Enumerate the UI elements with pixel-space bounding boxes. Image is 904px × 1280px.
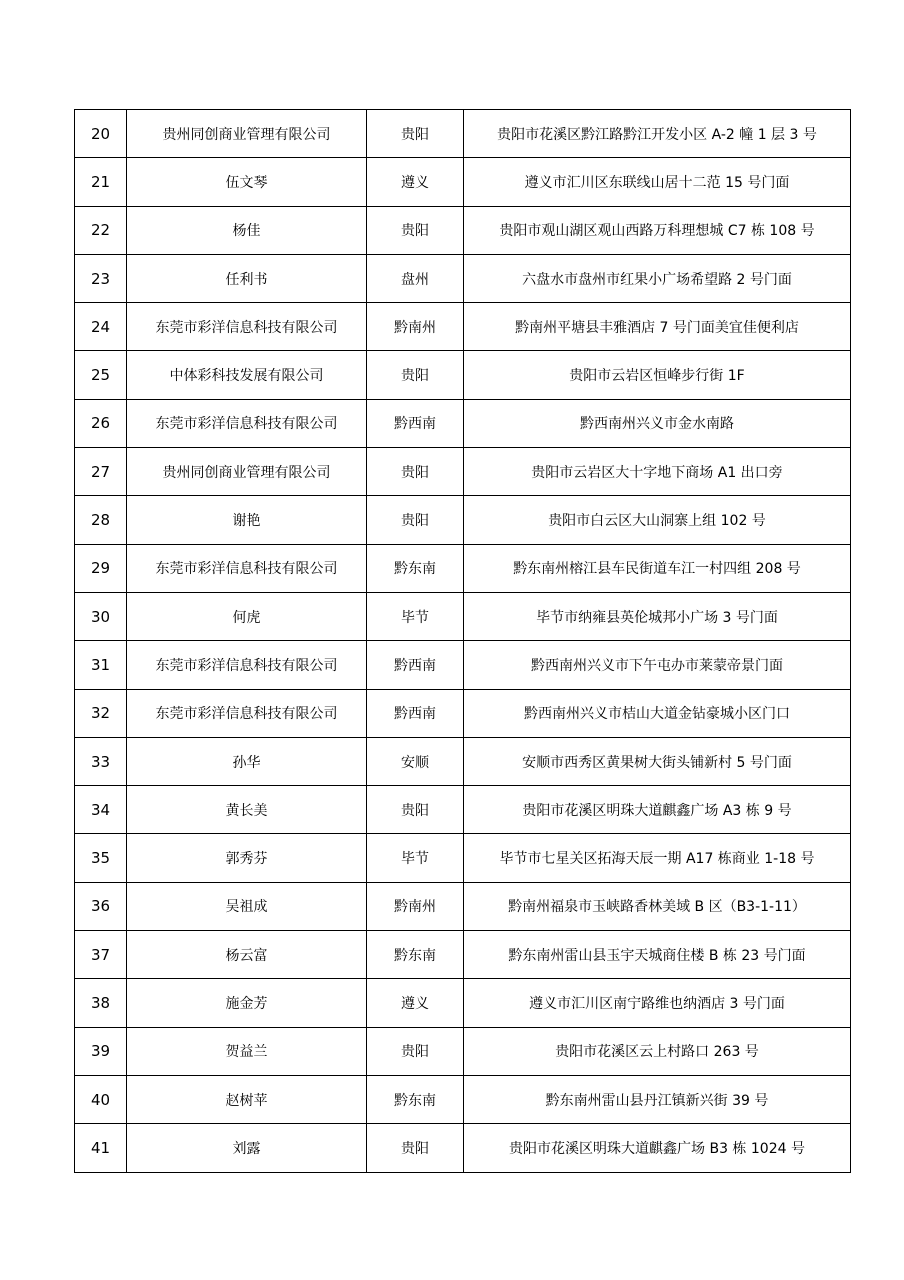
- address-cell: 黔西南州兴义市下午屯办市莱蒙帝景门面: [464, 641, 851, 689]
- owner-name-cell: 郭秀芬: [127, 834, 367, 882]
- owner-name-cell: 东莞市彩洋信息科技有限公司: [127, 689, 367, 737]
- row-number-cell: 41: [75, 1124, 127, 1172]
- address-cell: 贵阳市云岩区大十字地下商场 A1 出口旁: [464, 448, 851, 496]
- address-cell: 贵阳市花溪区明珠大道麒鑫广场 B3 栋 1024 号: [464, 1124, 851, 1172]
- owner-name-cell: 黄长美: [127, 786, 367, 834]
- region-cell: 黔西南: [367, 641, 464, 689]
- address-cell: 黔东南州榕江县车民街道车江一村四组 208 号: [464, 544, 851, 592]
- table-row: [75, 496, 851, 544]
- owner-name-cell: 贵州同创商业管理有限公司: [127, 448, 367, 496]
- row-number-cell: 34: [75, 786, 127, 834]
- address-cell: 六盘水市盘州市红果小广场希望路 2 号门面: [464, 254, 851, 302]
- row-number-cell: 36: [75, 882, 127, 930]
- table-row: [75, 254, 851, 302]
- owner-name-cell: 刘露: [127, 1124, 367, 1172]
- table-row: [75, 786, 851, 834]
- owner-name-cell: 何虎: [127, 592, 367, 640]
- row-number-cell: 30: [75, 592, 127, 640]
- outlet-table: [74, 109, 851, 1173]
- row-number-cell: 24: [75, 303, 127, 351]
- region-cell: 毕节: [367, 834, 464, 882]
- region-cell: 黔西南: [367, 399, 464, 447]
- address-cell: 贵阳市花溪区云上村路口 263 号: [464, 1027, 851, 1075]
- table-row: [75, 448, 851, 496]
- region-cell: 贵阳: [367, 786, 464, 834]
- table-row: [75, 158, 851, 206]
- table-row: [75, 351, 851, 399]
- table-row: [75, 399, 851, 447]
- table-row: [75, 1124, 851, 1172]
- owner-name-cell: 杨佳: [127, 206, 367, 254]
- table-row: [75, 303, 851, 351]
- address-cell: 安顺市西秀区黄果树大街头铺新村 5 号门面: [464, 737, 851, 785]
- row-number-cell: 38: [75, 979, 127, 1027]
- region-cell: 黔南州: [367, 882, 464, 930]
- region-cell: 遵义: [367, 158, 464, 206]
- table-row: [75, 737, 851, 785]
- address-cell: 贵阳市白云区大山洞寨上组 102 号: [464, 496, 851, 544]
- owner-name-cell: 谢艳: [127, 496, 367, 544]
- address-cell: 贵阳市花溪区明珠大道麒鑫广场 A3 栋 9 号: [464, 786, 851, 834]
- row-number-cell: 37: [75, 931, 127, 979]
- region-cell: 贵阳: [367, 1124, 464, 1172]
- address-cell: 贵阳市观山湖区观山西路万科理想城 C7 栋 108 号: [464, 206, 851, 254]
- row-number-cell: 27: [75, 448, 127, 496]
- row-number-cell: 25: [75, 351, 127, 399]
- region-cell: 黔东南: [367, 1075, 464, 1123]
- row-number-cell: 26: [75, 399, 127, 447]
- address-cell: 黔西南州兴义市金水南路: [464, 399, 851, 447]
- owner-name-cell: 贺益兰: [127, 1027, 367, 1075]
- table-row: [75, 834, 851, 882]
- region-cell: 遵义: [367, 979, 464, 1027]
- owner-name-cell: 孙华: [127, 737, 367, 785]
- table-row: [75, 206, 851, 254]
- region-cell: 安顺: [367, 737, 464, 785]
- table-row: [75, 979, 851, 1027]
- region-cell: 贵阳: [367, 351, 464, 399]
- address-cell: 遵义市汇川区南宁路维也纳酒店 3 号门面: [464, 979, 851, 1027]
- row-number-cell: 29: [75, 544, 127, 592]
- row-number-cell: 20: [75, 110, 127, 158]
- owner-name-cell: 中体彩科技发展有限公司: [127, 351, 367, 399]
- address-cell: 遵义市汇川区东联线山居十二范 15 号门面: [464, 158, 851, 206]
- address-cell: 毕节市七星关区拓海天辰一期 A17 栋商业 1-18 号: [464, 834, 851, 882]
- row-number-cell: 22: [75, 206, 127, 254]
- address-cell: 黔西南州兴义市桔山大道金钻豪城小区门口: [464, 689, 851, 737]
- address-cell: 黔东南州雷山县丹江镇新兴街 39 号: [464, 1075, 851, 1123]
- region-cell: 贵阳: [367, 110, 464, 158]
- region-cell: 黔东南: [367, 544, 464, 592]
- table-row: [75, 689, 851, 737]
- address-cell: 毕节市纳雍县英伦城邦小广场 3 号门面: [464, 592, 851, 640]
- table-row: [75, 592, 851, 640]
- row-number-cell: 40: [75, 1075, 127, 1123]
- table-row: [75, 641, 851, 689]
- row-number-cell: 33: [75, 737, 127, 785]
- region-cell: 盘州: [367, 254, 464, 302]
- owner-name-cell: 任利书: [127, 254, 367, 302]
- region-cell: 黔西南: [367, 689, 464, 737]
- owner-name-cell: 东莞市彩洋信息科技有限公司: [127, 641, 367, 689]
- region-cell: 黔南州: [367, 303, 464, 351]
- address-cell: 黔南州平塘县丰雅酒店 7 号门面美宜佳便利店: [464, 303, 851, 351]
- table-row: [75, 110, 851, 158]
- row-number-cell: 35: [75, 834, 127, 882]
- owner-name-cell: 伍文琴: [127, 158, 367, 206]
- owner-name-cell: 杨云富: [127, 931, 367, 979]
- region-cell: 贵阳: [367, 496, 464, 544]
- row-number-cell: 28: [75, 496, 127, 544]
- owner-name-cell: 贵州同创商业管理有限公司: [127, 110, 367, 158]
- row-number-cell: 23: [75, 254, 127, 302]
- row-number-cell: 21: [75, 158, 127, 206]
- region-cell: 贵阳: [367, 206, 464, 254]
- owner-name-cell: 施金芳: [127, 979, 367, 1027]
- address-cell: 贵阳市云岩区恒峰步行街 1F: [464, 351, 851, 399]
- region-cell: 毕节: [367, 592, 464, 640]
- owner-name-cell: 吴祖成: [127, 882, 367, 930]
- table-row: [75, 544, 851, 592]
- region-cell: 贵阳: [367, 1027, 464, 1075]
- region-cell: 贵阳: [367, 448, 464, 496]
- owner-name-cell: 东莞市彩洋信息科技有限公司: [127, 399, 367, 447]
- region-cell: 黔东南: [367, 931, 464, 979]
- owner-name-cell: 赵树苹: [127, 1075, 367, 1123]
- owner-name-cell: 东莞市彩洋信息科技有限公司: [127, 544, 367, 592]
- table-body: [75, 110, 851, 1173]
- row-number-cell: 32: [75, 689, 127, 737]
- owner-name-cell: 东莞市彩洋信息科技有限公司: [127, 303, 367, 351]
- table-row: [75, 931, 851, 979]
- table-row: [75, 1027, 851, 1075]
- address-cell: 黔东南州雷山县玉宇天城商住楼 B 栋 23 号门面: [464, 931, 851, 979]
- row-number-cell: 31: [75, 641, 127, 689]
- table-row: [75, 882, 851, 930]
- table-row: [75, 1075, 851, 1123]
- row-number-cell: 39: [75, 1027, 127, 1075]
- address-cell: 贵阳市花溪区黔江路黔江开发小区 A-2 幢 1 层 3 号: [464, 110, 851, 158]
- address-cell: 黔南州福泉市玉峡路香林美域 B 区（B3-1-11）: [464, 882, 851, 930]
